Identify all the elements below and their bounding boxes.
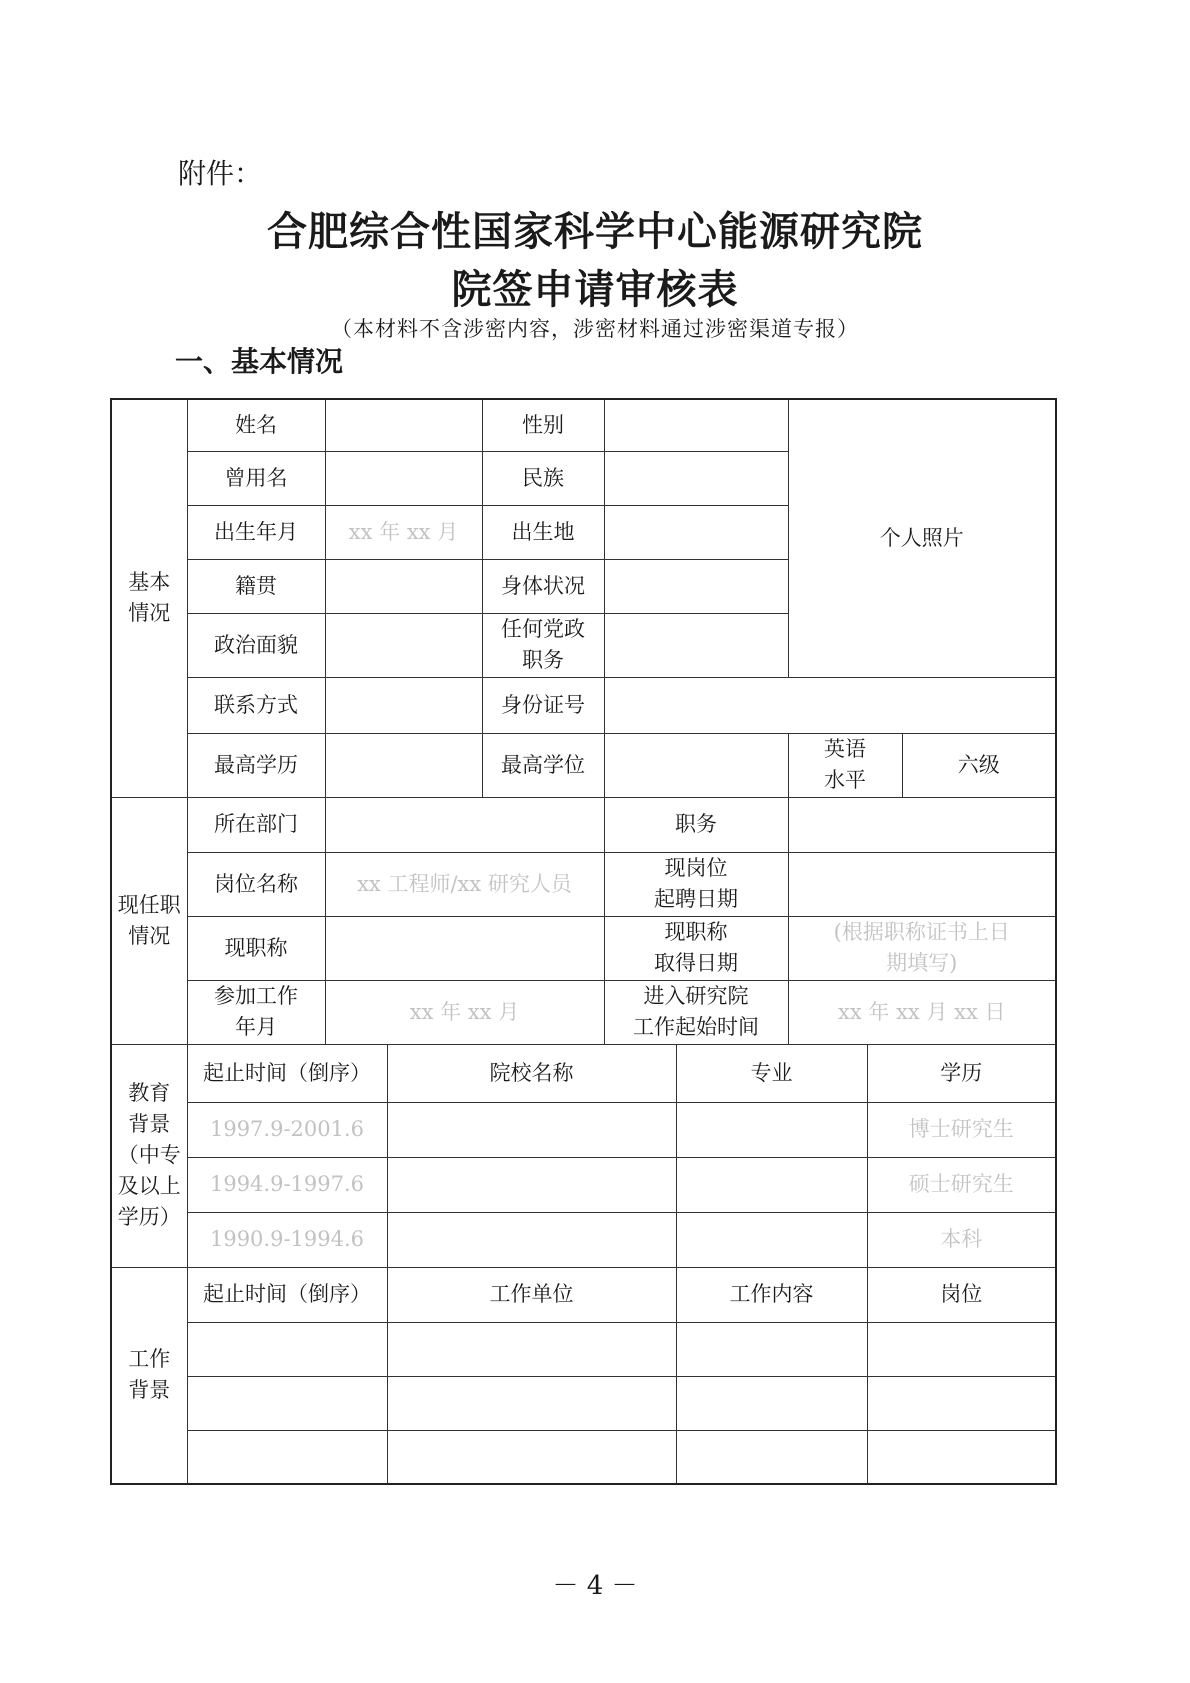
work-employer-cell[interactable] bbox=[387, 1376, 676, 1430]
contact-label: 联系方式 bbox=[187, 677, 325, 733]
work-header-content: 工作内容 bbox=[676, 1267, 867, 1322]
education-row bbox=[111, 1212, 1056, 1267]
education-group-label: 教育 背景 （中专 及以上 学历） bbox=[111, 1044, 187, 1267]
political-status-label: 政治面貌 bbox=[187, 613, 325, 677]
highest-education-label: 最高学历 bbox=[187, 733, 325, 797]
work-row bbox=[111, 1376, 1056, 1430]
photo-box[interactable]: 个人照片 bbox=[788, 399, 1056, 677]
birthplace-field[interactable] bbox=[604, 505, 788, 559]
work-post-cell[interactable] bbox=[867, 1322, 1056, 1376]
work-header-period: 起止时间（倒序） bbox=[187, 1267, 387, 1322]
title-date-label: 现职称 取得日期 bbox=[604, 916, 788, 980]
work-start-label: 参加工作 年月 bbox=[187, 980, 325, 1044]
former-name-field[interactable] bbox=[325, 451, 482, 505]
education-school-cell[interactable] bbox=[387, 1102, 676, 1157]
professional-title-label: 现职称 bbox=[187, 916, 325, 980]
position-group-label: 现任职 情况 bbox=[111, 797, 187, 1044]
department-label: 所在部门 bbox=[187, 797, 325, 852]
id-number-field[interactable] bbox=[604, 677, 1056, 733]
highest-degree-field[interactable] bbox=[604, 733, 788, 797]
work-header-employer: 工作单位 bbox=[387, 1267, 676, 1322]
gender-label: 性别 bbox=[482, 399, 604, 451]
post-start-date-label: 现岗位 起聘日期 bbox=[604, 852, 788, 916]
work-group-label: 工作 背景 bbox=[111, 1267, 187, 1484]
education-major-cell[interactable] bbox=[676, 1102, 867, 1157]
work-period-cell[interactable] bbox=[187, 1322, 387, 1376]
work-period-cell[interactable] bbox=[187, 1430, 387, 1484]
education-degree-cell[interactable]: 硕士研究生 bbox=[867, 1157, 1056, 1212]
institute-start-label: 进入研究院 工作起始时间 bbox=[604, 980, 788, 1044]
name-label: 姓名 bbox=[187, 399, 325, 451]
work-content-cell[interactable] bbox=[676, 1322, 867, 1376]
post-name-field[interactable]: xx 工程师/xx 研究人员 bbox=[325, 852, 604, 916]
education-degree-cell[interactable]: 本科 bbox=[867, 1212, 1056, 1267]
contact-field[interactable] bbox=[325, 677, 482, 733]
education-row bbox=[111, 1102, 1056, 1157]
education-header-major: 专业 bbox=[676, 1044, 867, 1102]
education-header-degree: 学历 bbox=[867, 1044, 1056, 1102]
id-number-label: 身份证号 bbox=[482, 677, 604, 733]
professional-title-field[interactable] bbox=[325, 916, 604, 980]
highest-education-field[interactable] bbox=[325, 733, 482, 797]
work-header-post: 岗位 bbox=[867, 1267, 1056, 1322]
gender-field[interactable] bbox=[604, 399, 788, 451]
education-period-cell[interactable]: 1990.9-1994.6 bbox=[187, 1212, 387, 1267]
education-major-cell[interactable] bbox=[676, 1157, 867, 1212]
duty-label: 职务 bbox=[604, 797, 788, 852]
work-period-cell[interactable] bbox=[187, 1376, 387, 1430]
education-degree-cell[interactable]: 博士研究生 bbox=[867, 1102, 1056, 1157]
work-content-cell[interactable] bbox=[676, 1430, 867, 1484]
native-place-field[interactable] bbox=[325, 559, 482, 613]
post-name-label: 岗位名称 bbox=[187, 852, 325, 916]
education-school-cell[interactable] bbox=[387, 1212, 676, 1267]
application-form bbox=[110, 398, 1055, 1485]
education-period-cell[interactable]: 1994.9-1997.6 bbox=[187, 1157, 387, 1212]
post-start-date-field[interactable] bbox=[788, 852, 1056, 916]
health-label: 身体状况 bbox=[482, 559, 604, 613]
education-row bbox=[111, 1157, 1056, 1212]
work-post-cell[interactable] bbox=[867, 1430, 1056, 1484]
education-header-school: 院校名称 bbox=[387, 1044, 676, 1102]
document-subtitle: 院签申请审核表 bbox=[451, 267, 739, 313]
department-field[interactable] bbox=[325, 797, 604, 852]
work-row bbox=[111, 1430, 1056, 1484]
education-school-cell[interactable] bbox=[387, 1157, 676, 1212]
health-field[interactable] bbox=[604, 559, 788, 613]
english-level-label: 英语 水平 bbox=[788, 733, 902, 797]
party-post-field[interactable] bbox=[604, 613, 788, 677]
work-row bbox=[111, 1322, 1056, 1376]
basic-info-group-label: 基本 情况 bbox=[111, 399, 187, 797]
work-content-cell[interactable] bbox=[676, 1376, 867, 1430]
education-period-cell[interactable]: 1997.9-2001.6 bbox=[187, 1102, 387, 1157]
name-field[interactable] bbox=[325, 399, 482, 451]
ethnicity-field[interactable] bbox=[604, 451, 788, 505]
birth-date-field[interactable]: xx 年 xx 月 bbox=[325, 505, 482, 559]
institute-start-field[interactable]: xx 年 xx 月 xx 日 bbox=[788, 980, 1056, 1044]
native-place-label: 籍贯 bbox=[187, 559, 325, 613]
political-status-field[interactable] bbox=[325, 613, 482, 677]
confidentiality-note: （本材料不含涉密内容，涉密材料通过涉密渠道专报） bbox=[331, 317, 859, 341]
former-name-label: 曾用名 bbox=[187, 451, 325, 505]
page-number: － 4 － bbox=[552, 1571, 638, 1601]
education-header-period: 起止时间（倒序） bbox=[187, 1044, 387, 1102]
birthplace-label: 出生地 bbox=[482, 505, 604, 559]
work-start-field[interactable]: xx 年 xx 月 bbox=[325, 980, 604, 1044]
party-post-label: 任何党政 职务 bbox=[482, 613, 604, 677]
ethnicity-label: 民族 bbox=[482, 451, 604, 505]
document-title: 合肥综合性国家科学中心能源研究院 bbox=[267, 209, 923, 255]
birth-date-label: 出生年月 bbox=[187, 505, 325, 559]
work-employer-cell[interactable] bbox=[387, 1322, 676, 1376]
education-major-cell[interactable] bbox=[676, 1212, 867, 1267]
section-heading: 一、基本情况 bbox=[175, 345, 344, 378]
highest-degree-label: 最高学位 bbox=[482, 733, 604, 797]
title-date-field[interactable]: (根据职称证书上日 期填写) bbox=[788, 916, 1056, 980]
work-employer-cell[interactable] bbox=[387, 1430, 676, 1484]
attachment-label: 附件： bbox=[178, 157, 263, 190]
duty-field[interactable] bbox=[788, 797, 1056, 852]
form-table bbox=[110, 398, 1057, 1485]
english-level-field[interactable]: 六级 bbox=[902, 733, 1056, 797]
work-post-cell[interactable] bbox=[867, 1376, 1056, 1430]
